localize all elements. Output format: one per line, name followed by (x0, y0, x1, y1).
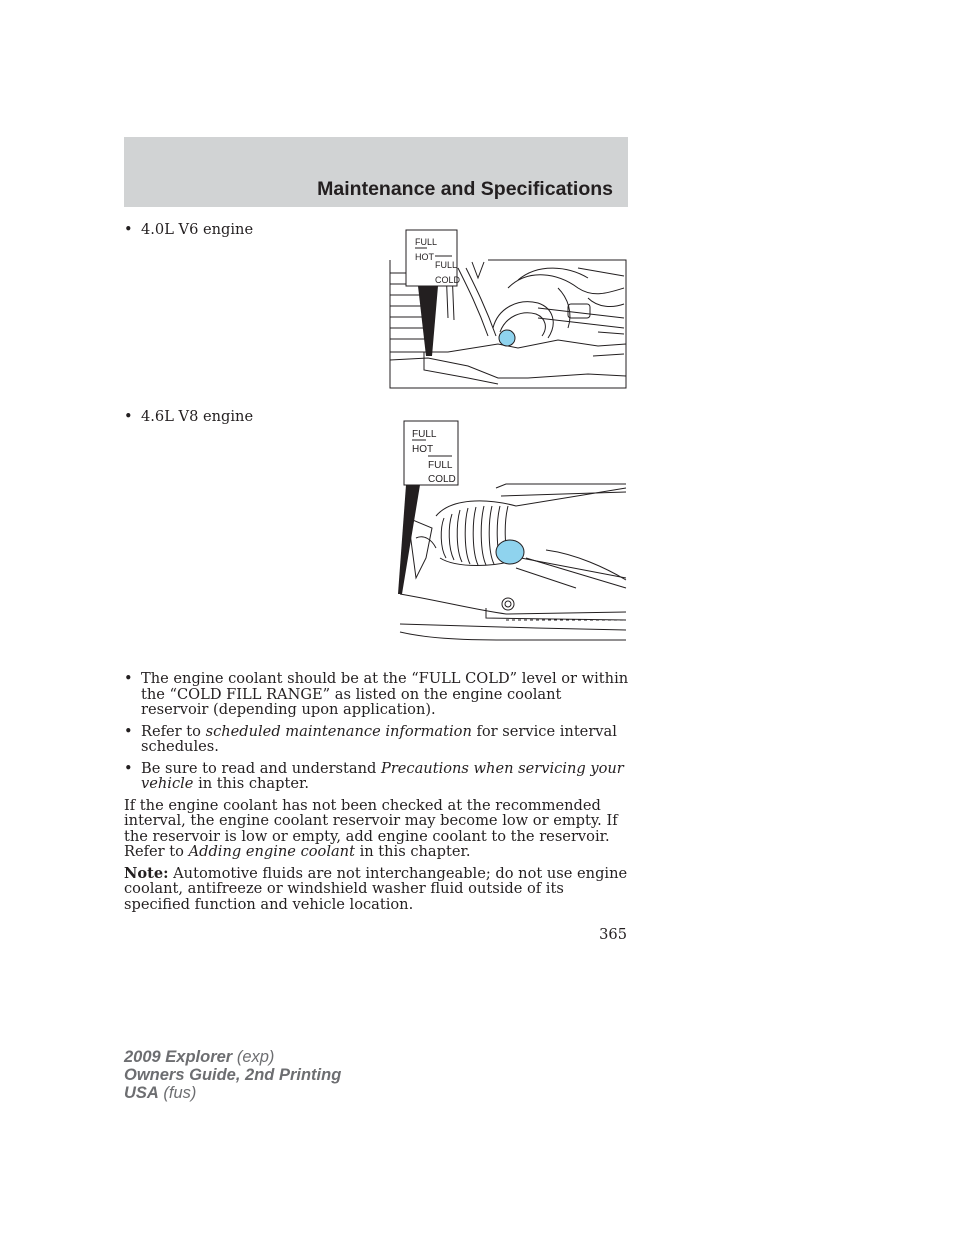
precautions-reference: Precautions when servicing your vehicle (141, 759, 624, 792)
footer-market-line (124, 1084, 341, 1102)
adding-coolant-reference: Adding engine coolant (188, 843, 355, 860)
footer-market-code: (fus) (158, 1084, 197, 1102)
bullet-icon: • (124, 759, 133, 777)
document-footer (124, 1048, 341, 1102)
v8-full-hot-line2: HOT (412, 444, 434, 455)
footer-model-line (124, 1048, 341, 1066)
v8-engine-figure (396, 418, 628, 644)
section-title: Maintenance and Specifications (317, 178, 613, 200)
v6-full-hot-line2: HOT (415, 252, 434, 262)
note-label: Note: (124, 864, 169, 882)
footer-market: USA (124, 1084, 159, 1102)
text-segment: for service interval schedules. (141, 722, 617, 755)
v6-engine-figure (388, 228, 628, 390)
note-paragraph (124, 866, 632, 913)
v8-reservoir-cap (496, 540, 524, 564)
v8-full-cold-line2: COLD (428, 474, 456, 485)
bullet-v8-engine (124, 409, 253, 425)
v8-full-cold-line1: FULL (428, 460, 453, 471)
v8-full-hot-line1: FULL (412, 429, 437, 440)
precautions-text (141, 761, 632, 792)
bullet-v6-engine (124, 222, 253, 238)
scheduled-maintenance-text (141, 724, 632, 755)
footer-model: 2009 Explorer (124, 1048, 233, 1066)
list-item (124, 724, 632, 755)
bullet-icon: • (124, 408, 133, 425)
v6-full-hot-line1: FULL (415, 237, 438, 247)
list-item (124, 761, 632, 792)
text-segment: If the engine coolant has not been checked at the recommended interval, the engine coolant reservoir may become low or empty. If the reservoir is low or empty, add engine coolant to the reservoir. Refer to (124, 796, 618, 860)
v6-full-cold-line1: FULL (435, 260, 458, 270)
coolant-instructions (124, 671, 632, 918)
bullet-icon: • (124, 670, 133, 687)
footer-guide-line (124, 1066, 341, 1084)
footer-guide: Owners Guide, 2nd Printing (124, 1066, 342, 1084)
text-segment: Refer to (141, 722, 206, 740)
v6-full-cold-line2: COLD (435, 275, 461, 285)
scheduled-maintenance-reference: scheduled maintenance information (205, 722, 472, 740)
bullet-icon: • (124, 722, 133, 740)
section-header (124, 137, 628, 207)
note-text: Automotive fluids are not interchangeable; do not use engine coolant, antifreeze or windshield washer fluid outside of its specified function and vehicle location. (124, 864, 628, 913)
footer-model-code: (exp) (232, 1048, 275, 1066)
v6-reservoir-cap (499, 330, 515, 346)
bullet-v6-label: 4.0L V6 engine (141, 221, 254, 238)
page-number: 365 (599, 926, 627, 943)
list-item (124, 671, 632, 718)
coolant-check-paragraph (124, 798, 632, 860)
bullet-v8-label: 4.6L V8 engine (141, 408, 254, 425)
text-segment: Be sure to read and understand (141, 759, 381, 777)
text-segment: in this chapter. (354, 843, 471, 860)
coolant-level-text: The engine coolant should be at the “FULL COLD” level or within the “COLD FILL RANGE” as listed on the engine coolant reservoir (depending upon application). (141, 670, 629, 718)
text-segment: in this chapter. (193, 775, 309, 792)
bullet-icon: • (124, 221, 133, 238)
